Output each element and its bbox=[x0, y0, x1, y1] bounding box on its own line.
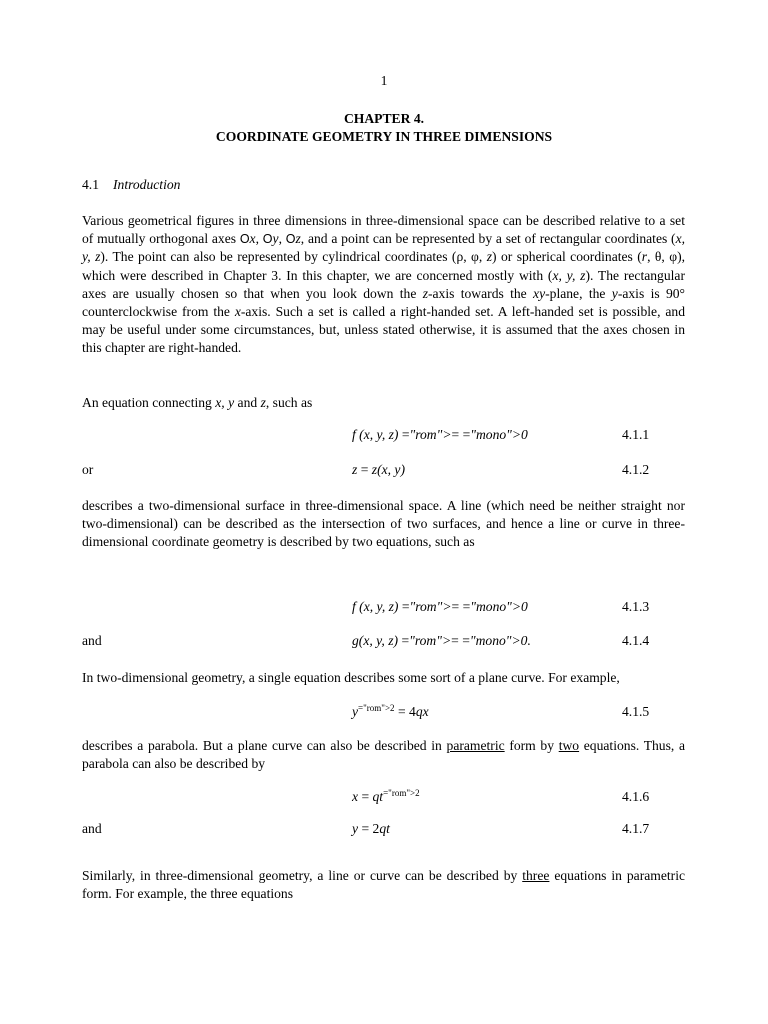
equation-number: 4.1.1 bbox=[622, 427, 650, 442]
equation-row bbox=[82, 598, 685, 618]
equation-expression: g(x, y, z) ="rom">= ="mono">0. bbox=[352, 633, 531, 648]
section-heading bbox=[82, 176, 180, 194]
equation-number: 4.1.3 bbox=[622, 599, 650, 614]
section-title: Introduction bbox=[113, 177, 181, 192]
equation-lead: and bbox=[82, 821, 102, 836]
equation-expression: $y^{="rom">2} = 4qx$ bbox=[352, 703, 429, 719]
equation-number: 4.1.2 bbox=[622, 462, 650, 477]
equation-row bbox=[82, 461, 685, 481]
equation-lead: and bbox=[82, 633, 102, 648]
paragraph-equation-intro: An equation connecting x, y and z, such as bbox=[82, 395, 313, 410]
equation-expression: f (x, y, z) ="rom">= ="mono">0 bbox=[352, 427, 528, 442]
chapter-label: CHAPTER 4. bbox=[343, 111, 425, 126]
section-number: 4.1 bbox=[82, 177, 99, 192]
paragraph-plane-curve: In two-dimensional geometry, a single equation describes some sort of a plane curve. For example, bbox=[82, 670, 620, 685]
equation-expression: $x = qt^{="rom">2}$ bbox=[352, 788, 420, 804]
paragraph-intro: Various geometrical figures in three dimensions in three-dimensional space can be described relative to a set of mutually orthogonal axes Ox, Oy, Oz, and a point can be represented by a set of rectangular coordinates (x, y, z). The point can also be represented by cylindrical coordinates (ρ, φ, z) or spherical coordinates (r, θ, φ), which were described in Chapter 3. In this chapter, we are concerned mostly with (x, y, z). The rectangular axes are usually chosen so that when you look down the z-axis towards the xy-plane, the y-axis is 90° counterclockwise from the x-axis. Such a set is called a right-handed set. A left-handed set is possible, and may be useful under some circumstances, but, unless stated otherwise, it is assumed that the axes chosen in this chapter are right-handed. bbox=[82, 213, 686, 356]
equation-row bbox=[82, 788, 685, 808]
equation-lead: or bbox=[82, 462, 94, 477]
equation-expression: y = 2qt bbox=[352, 821, 390, 836]
equation-row bbox=[82, 426, 685, 446]
equation-row bbox=[82, 703, 685, 723]
paragraph-parametric: Similarly, in three-dimensional geometry, a line or curve can be described by three equations in parametric form. For example, the three equations bbox=[82, 868, 686, 902]
equation-number: 4.1.6 bbox=[622, 789, 650, 804]
page-number: 1 bbox=[380, 73, 388, 88]
equation-expression: f (x, y, z) ="rom">= ="mono">0 bbox=[352, 599, 528, 614]
equation-row bbox=[82, 820, 685, 840]
paragraph-surface: describes a two-dimensional surface in three-dimensional space. A line (which need be neither straight nor two-dimensional) can be described as the intersection of two surfaces, and hence a line or curve in three-dimensional coordinate geometry is described by two equations, such as bbox=[82, 498, 685, 550]
equation-row bbox=[82, 632, 685, 652]
equation-expression: z = z(x, y) bbox=[352, 462, 405, 477]
equation-number: 4.1.7 bbox=[622, 821, 650, 836]
equation-number: 4.1.5 bbox=[622, 704, 650, 719]
chapter-title: COORDINATE GEOMETRY IN THREE DIMENSIONS bbox=[215, 129, 553, 144]
equation-number: 4.1.4 bbox=[622, 633, 650, 648]
paragraph-parabola: describes a parabola. But a plane curve can also be described in parametric form by two equations. Thus, a parabola can also be described by bbox=[82, 738, 686, 772]
